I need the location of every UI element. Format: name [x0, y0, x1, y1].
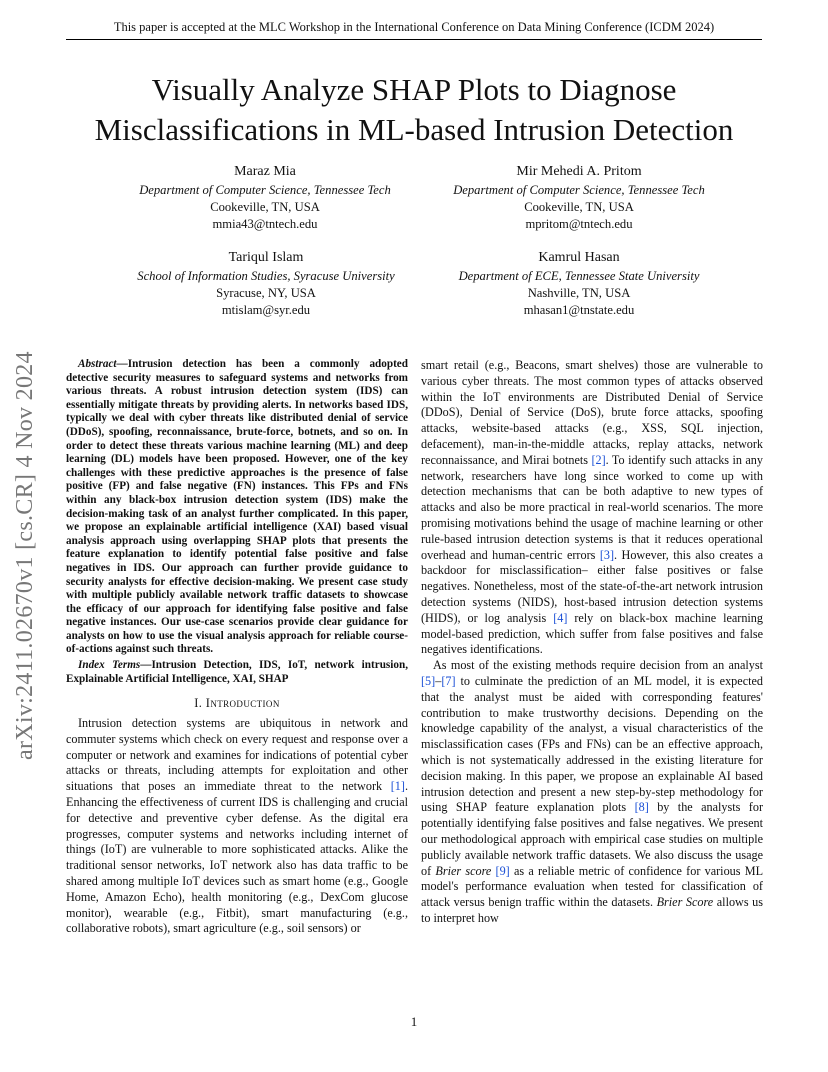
paragraph-text: rely on black-box machine learning model-based prediction, which suffer from false positives and false negatives identifications. [421, 610, 763, 657]
section-number: I. [194, 696, 206, 711]
intro-paragraph-2 [421, 658, 763, 927]
author-email[interactable]: mtislam@syr.edu [221, 303, 311, 317]
author-location: Nashville, TN, USA [527, 286, 631, 300]
author-email[interactable]: mpritom@tntech.edu [525, 217, 633, 231]
index-terms-text: —Intrusion Detection, IDS, IoT, network intrusion, Explainable Artificial Intelligence, XAI, SHAP [66, 659, 408, 685]
section-title: Introduction [205, 696, 280, 711]
arxiv-identifier[interactable]: arXiv:2411.02670v1 [cs.CR] 4 Nov 2024 [12, 351, 38, 760]
paragraph-text: by the analysts for potentially identifying false positives and false negatives. We present our methodological approach with empirical case studies on multiple publicly available network traffic datasets. We also discuss the usage of [421, 800, 764, 878]
paragraph-text: As most of the existing methods require decision from an analyst [433, 658, 763, 673]
intro-paragraph-1-continued [421, 358, 763, 658]
title-line-1: Visually Analyze SHAP Plots to Diagnose [151, 72, 677, 107]
author-name: Kamrul Hasan [538, 250, 620, 265]
author-location: Cookeville, TN, USA [524, 200, 634, 214]
author-name: Tariqul Islam [228, 250, 304, 265]
paragraph-text: . Enhancing the effectiveness of current IDS is challenging and crucial for detective and preventive cyber defense. As the digital era progresses, computer systems and networks including internet of things (IoT) are vulnerable to more sophisticated attacks. Alike the traditional sensor networks, IoT network also has data traffic to be shared among multiple IoT devices such as smart home (e.g., Google Home, Amazon Echo), health monitoring (e.g., DexCom glucose monitor), wearable (e.g., Fitbit), smart manufacturing (e.g., collaborative robots), smart agriculture (e.g., soil sensors) or [66, 779, 408, 936]
citation-link[interactable]: [3] [599, 547, 615, 562]
citation-link[interactable]: [4] [553, 610, 568, 625]
author-block-1 [100, 162, 430, 233]
paper-title [40, 70, 788, 150]
abstract [66, 358, 408, 657]
citation-link[interactable]: [2] [591, 452, 606, 467]
emphasized-term: Brier score [435, 863, 492, 878]
author-location: Cookeville, TN, USA [210, 200, 320, 214]
left-column [66, 358, 408, 937]
author-affiliation: Department of Computer Science, Tennessee Tech [139, 183, 391, 197]
citation-link[interactable]: [9] [491, 863, 510, 878]
paragraph-text: . However, this also creates a backdoor for misclassification– either false positives or false negatives. Nonetheless, most of the state-of-the-art network intrusion detection systems (NIDS), host-based intrusion detection systems (HIDS), or log analysis [421, 547, 764, 625]
paragraph-text: – [435, 673, 442, 688]
author-name: Maraz Mia [234, 164, 296, 179]
citation-link[interactable]: [1] [390, 779, 405, 794]
paragraph-text: Intrusion detection systems are ubiquitous in network and commuter systems which check on every request and response over a computer or network and examines for indications of potential cyber attacks or threats, including attempts for exploitation and other situations that poses an immediate threat to the network [66, 716, 408, 794]
page-number: 1 [410, 1014, 418, 1029]
paragraph-text: . To identify such attacks in any network, researchers have long since worked to come up with detection mechanisms that can be both adaptive to new types of attacks and also be more practical in real-world scenarios. The more promising motivations behind the usage of machine learning or other rule-based intrusion detection systems is that it reduces operational overhead and human-centric errors [421, 452, 763, 562]
emphasized-term: Brier Score [656, 895, 714, 910]
author-location: Syracuse, NY, USA [216, 286, 316, 300]
index-terms-lead: Index Terms [78, 659, 141, 672]
index-terms [66, 659, 408, 686]
abstract-lead: Abstract [78, 358, 117, 370]
section-heading-introduction [66, 696, 408, 712]
author-block-2 [414, 162, 744, 233]
author-affiliation: Department of Computer Science, Tennessee Tech [453, 183, 705, 197]
citation-link[interactable]: [7] [441, 673, 456, 688]
paragraph-text: smart retail (e.g., Beacons, smart shelves) those are vulnerable to various cyber threats. The most common types of attacks observed within the IoT environments are Distributed Denial of Service (DDoS), Denial of Service (DoS), brute force attacks, spoofing attacks, website-based attacks (e.g., XSS, SQL injection, defacement), man-in-the-middle attacks, replay attacks, network reconnaissance, and Mirai botnets [421, 358, 763, 467]
author-email[interactable]: mhasan1@tnstate.edu [523, 303, 635, 317]
citation-link[interactable]: [5] [421, 673, 436, 688]
author-email[interactable]: mmia43@tntech.edu [212, 217, 318, 231]
author-block-4 [414, 248, 744, 319]
author-block-3 [96, 248, 436, 319]
paragraph-text: to culminate the prediction of an ML model, it is expected that the analyst must be aided with corresponding features' contribution to make trustworthy decisions. Depending on the knowledge capability of the analyst, a visual characteristics of the misclassification cases (FPs and FNs) can be an effective approach, which is not systematically addressed in the existing literature for decision making. In this paper, we propose an explainable AI based intrusion detection and present a new step-by-step methodology for using SHAP feature explanation plots [421, 673, 763, 815]
citation-link[interactable]: [8] [634, 800, 649, 815]
author-affiliation: Department of ECE, Tennessee State University [458, 269, 700, 283]
right-column [421, 358, 763, 927]
intro-paragraph-1 [66, 716, 408, 937]
paragraph-text: as a reliable metric of confidence for various ML model's performance evaluation when tested for classification of attack versus benign traffic within the datasets. [421, 863, 764, 910]
title-line-2: Misclassifications in ML-based Intrusion Detection [94, 112, 734, 147]
author-name: Mir Mehedi A. Pritom [516, 164, 642, 179]
abstract-text: —Intrusion detection has been a commonly adopted detective security measures to safeguard systems and networks from various threats. A robust intrusion detection system (IDS) can essentially mitigate threats by providing alerts. In networks based IDS, typically we deal with cyber threats like distributed denial of service (DDoS), spoofing, reconnaissance, brute-force, botnets, and so on. In order to detect these threats various machine learning (ML) and deep learning (DL) models have been proposed. However, one of the key challenges with these predictive approaches is the presence of false positive (FP) and false negative (FN) instances. This FPs and FNs within any black-box intrusion detection system (IDS) make the decision-making task of an analyst further complicated. In this paper, we propose an explainable artificial intelligence (XAI) based visual analysis approach using overlapping SHAP plots that presents the feature explanation to identify potential false positive and false negatives in IDS. Our approach can further provide guidance to security analysts for effective decision-making. We present case study with multiple publicly available network traffic datasets to showcase the efficacy of our approach for identifying false positive and false negative instances. Our use-case scenarios provide clear guidance for analysts on how to use the visual analysis approach for reliable course-of-actions against such threats. [66, 358, 408, 656]
author-affiliation: School of Information Studies, Syracuse University [137, 269, 395, 283]
running-header: This paper is accepted at the MLC Workshop in the International Conference on Data Mining Conference (ICDM 2024) [66, 20, 762, 40]
paragraph-text: allows us to interpret how [421, 895, 763, 925]
